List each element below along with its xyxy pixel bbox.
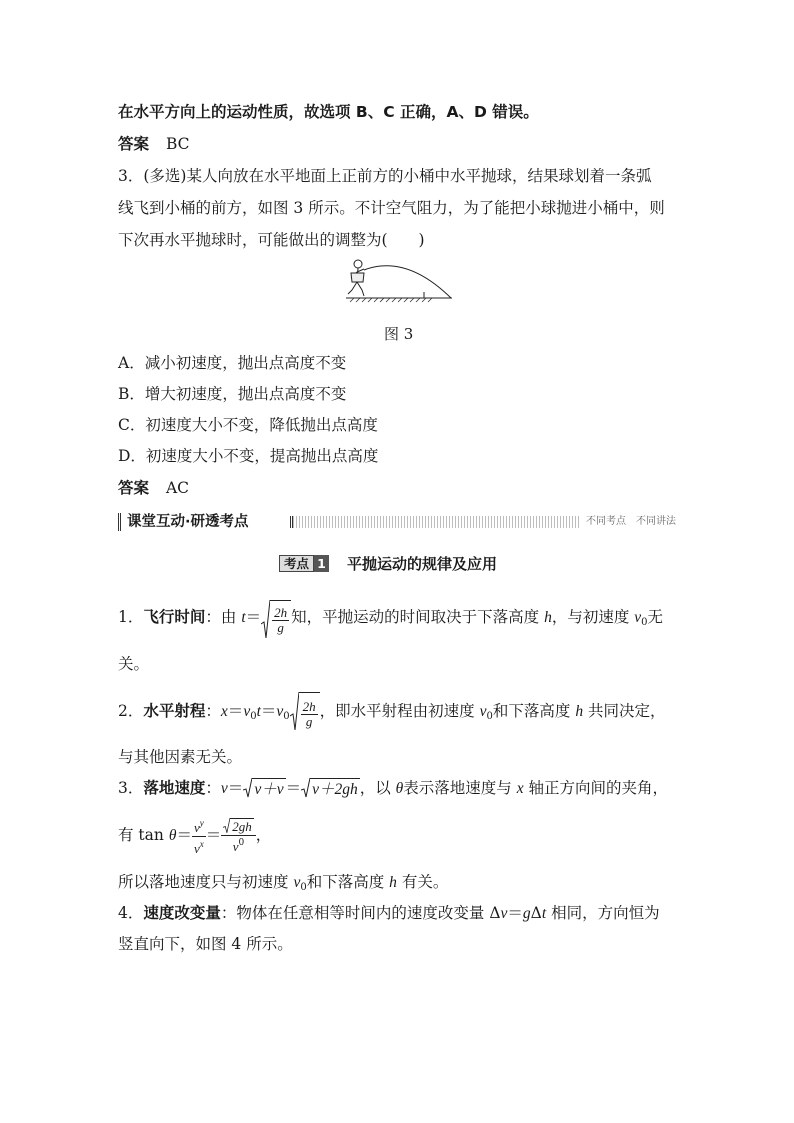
option-a: A．减小初速度，抛出点高度不变 xyxy=(118,354,347,372)
option-c: C．初速度大小不变，降低抛出点高度 xyxy=(118,416,378,434)
figure-3-caption: 图 3 xyxy=(384,325,414,343)
point-1-flight-time: 1．飞行时间：由 t＝ $\frac{2h}{g}$ 知，平抛运动的时间取决于下落高度 h，与初速度 $v_0$无 xyxy=(118,600,663,640)
answer-ac xyxy=(118,478,189,498)
question-3-line-1: 3．(多选)某人向放在水平地面上正前方的小桶中水平抛球，结果球划着一条弧 xyxy=(118,167,652,185)
point-2-wrap: 与其他因素无关。 xyxy=(118,748,243,766)
point-2-range: 2．水平射程：$x=v_0t=v_0$ $\frac{2h}{g}$ ，即水平射程由初速度 $v_0$和下落高度 h 共同决定， xyxy=(118,692,666,736)
sqrt-2h-over-g: $\frac{2h}{g}$ xyxy=(290,692,320,732)
point-1-head: 飞行时间 xyxy=(143,608,206,626)
point-4-head: 速度改变量 xyxy=(143,904,221,922)
kaodian-label: 考点 xyxy=(279,555,314,572)
section-tags: 不同考点 不同讲法 xyxy=(580,516,678,528)
answer-key: 答案 xyxy=(118,479,150,497)
figure-3-throw-illustration xyxy=(336,256,456,308)
answer-bc xyxy=(118,134,190,154)
point-4-velocity-change: 4．速度改变量：物体在任意相等时间内的速度改变量 Δv＝gΔt 相同，方向恒为 xyxy=(118,904,660,922)
sqrt-v-plus-2gh: v＋2gh xyxy=(301,778,360,800)
sqrt-2h-over-g: $\frac{2h}{g}$ xyxy=(261,600,291,636)
answer-value: AC xyxy=(165,479,190,497)
kaodian-title: 平抛运动的规律及应用 xyxy=(347,555,498,573)
trajectory-arc xyxy=(364,266,451,298)
ground-hatch xyxy=(350,298,432,302)
option-b: B．增大初速度，抛出点高度不变 xyxy=(118,385,347,403)
point-2-head: 水平射程 xyxy=(143,702,206,720)
option-d: D．初速度大小不变，提高抛出点高度 xyxy=(118,447,379,465)
person-figure xyxy=(348,260,364,296)
point-1-wrap: 关。 xyxy=(118,655,150,673)
point-4-wrap: 竖直向下，如图 4 所示。 xyxy=(118,935,293,953)
point-3-conclusion: 所以落地速度只与初速度 $v_0$和下落高度 h 有关。 xyxy=(118,873,449,893)
answer-value: BC xyxy=(165,135,190,153)
question-3-line-2: 线飞到小桶的前方，如图 3 所示。不计空气阻力，为了能把小球抛进小桶中，则 xyxy=(118,199,665,217)
kaodian-heading xyxy=(279,555,497,572)
point-3-tan-formula: 有 tan θ＝ $\frac{v^y}{v^x}$ ＝ $\frac{2gh}{v^0}$ ， xyxy=(118,817,272,856)
question-3-line-3: 下次再水平抛球时，可能做出的调整为( ) xyxy=(118,231,425,249)
point-3-head: 落地速度 xyxy=(143,779,206,797)
answer-key: 答案 xyxy=(118,135,150,153)
section-banner xyxy=(118,513,678,531)
sqrt-v-plus-v: v＋v xyxy=(243,778,285,800)
kaodian-number: 1 xyxy=(314,555,329,572)
top-line: 在水平方向上的运动性质，故选项 B、C 正确，A、D 错误。 xyxy=(118,103,539,121)
section-title: 课堂互动·研透考点 xyxy=(118,513,253,531)
point-3-landing-velocity: 3．落地速度：v＝ v＋v ＝ v＋2gh ，以 θ表示落地速度与 x 轴正方向间的夹角， xyxy=(118,779,669,798)
